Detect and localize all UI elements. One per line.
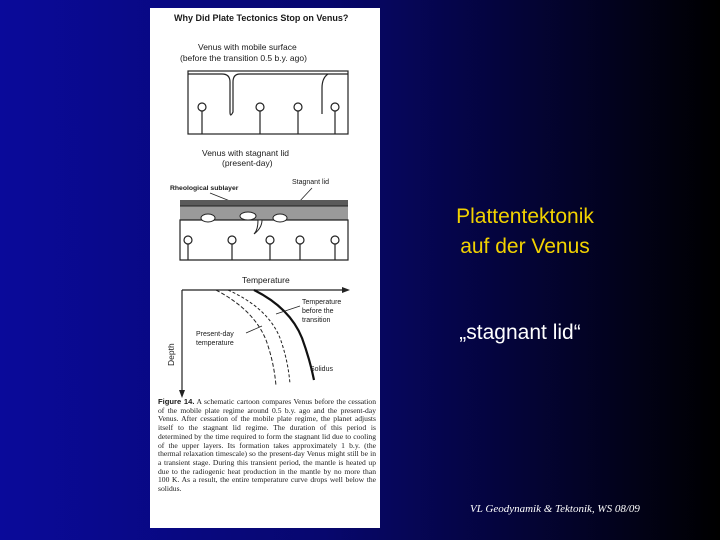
panel2-label-line2: (present-day) xyxy=(222,158,273,168)
temperature-depth-plot xyxy=(166,275,350,398)
stagnant-lid-diagram xyxy=(180,200,348,260)
temp-before-line2: before the xyxy=(302,308,334,315)
solidus-label: Solidus xyxy=(310,366,333,373)
slide-title xyxy=(400,202,650,262)
present-temp-line1: Present-day xyxy=(196,331,234,338)
figure-caption xyxy=(158,398,376,494)
temperature-axis-label: Temperature xyxy=(242,275,290,285)
mobile-surface-diagram xyxy=(188,71,348,134)
present-temp-line2: temperature xyxy=(196,340,234,347)
slide-subtitle: „stagnant lid“ xyxy=(459,321,581,344)
panel2-label-line1: Venus with stagnant lid xyxy=(202,148,289,158)
temp-before-line3: transition xyxy=(302,317,331,324)
caption-text: A schematic cartoon compares Venus before the cessation of the mobile plate regime around 0.5 b.y. ago and the present-day Venus. After cessation of the mobile plate regime, the planet adjusts itself to the stagnant lid regime. The duration of this period is determined by the time required to form the stagnant lid due to cooling of the upper layers. Its formation takes approximately 1 b.y. (the thermal relaxation timescale) so the present-day Venus might still be in a transient stage. During this transient period, the mantle is heated up due to the radiogenic heat production in the mantle by no more than 100 K. As a result, the entire temperature curve drops well below the solidus. xyxy=(158,397,376,494)
figure-image xyxy=(150,8,380,528)
depth-axis-label: Depth xyxy=(166,343,176,366)
slide-title-line2: auf der Venus xyxy=(460,235,590,258)
slide-title-line1: Plattentektonik xyxy=(456,205,594,228)
temp-before-line1: Temperature xyxy=(302,299,342,306)
slide-footer: VL Geodynamik & Tektonik, WS 08/09 xyxy=(470,503,640,515)
panel1-label-line1: Venus with mobile surface xyxy=(198,42,297,52)
panel1-label-line2: (before the transition 0.5 b.y. ago) xyxy=(180,53,307,63)
stagnant-lid-label: Stagnant lid xyxy=(292,179,329,186)
caption-label: Figure 14. xyxy=(158,397,195,406)
present-day-temperature-curve xyxy=(216,290,276,386)
figure-heading: Why Did Plate Tectonics Stop on Venus? xyxy=(174,13,349,23)
rheological-label: Rheological sublayer xyxy=(170,185,239,192)
